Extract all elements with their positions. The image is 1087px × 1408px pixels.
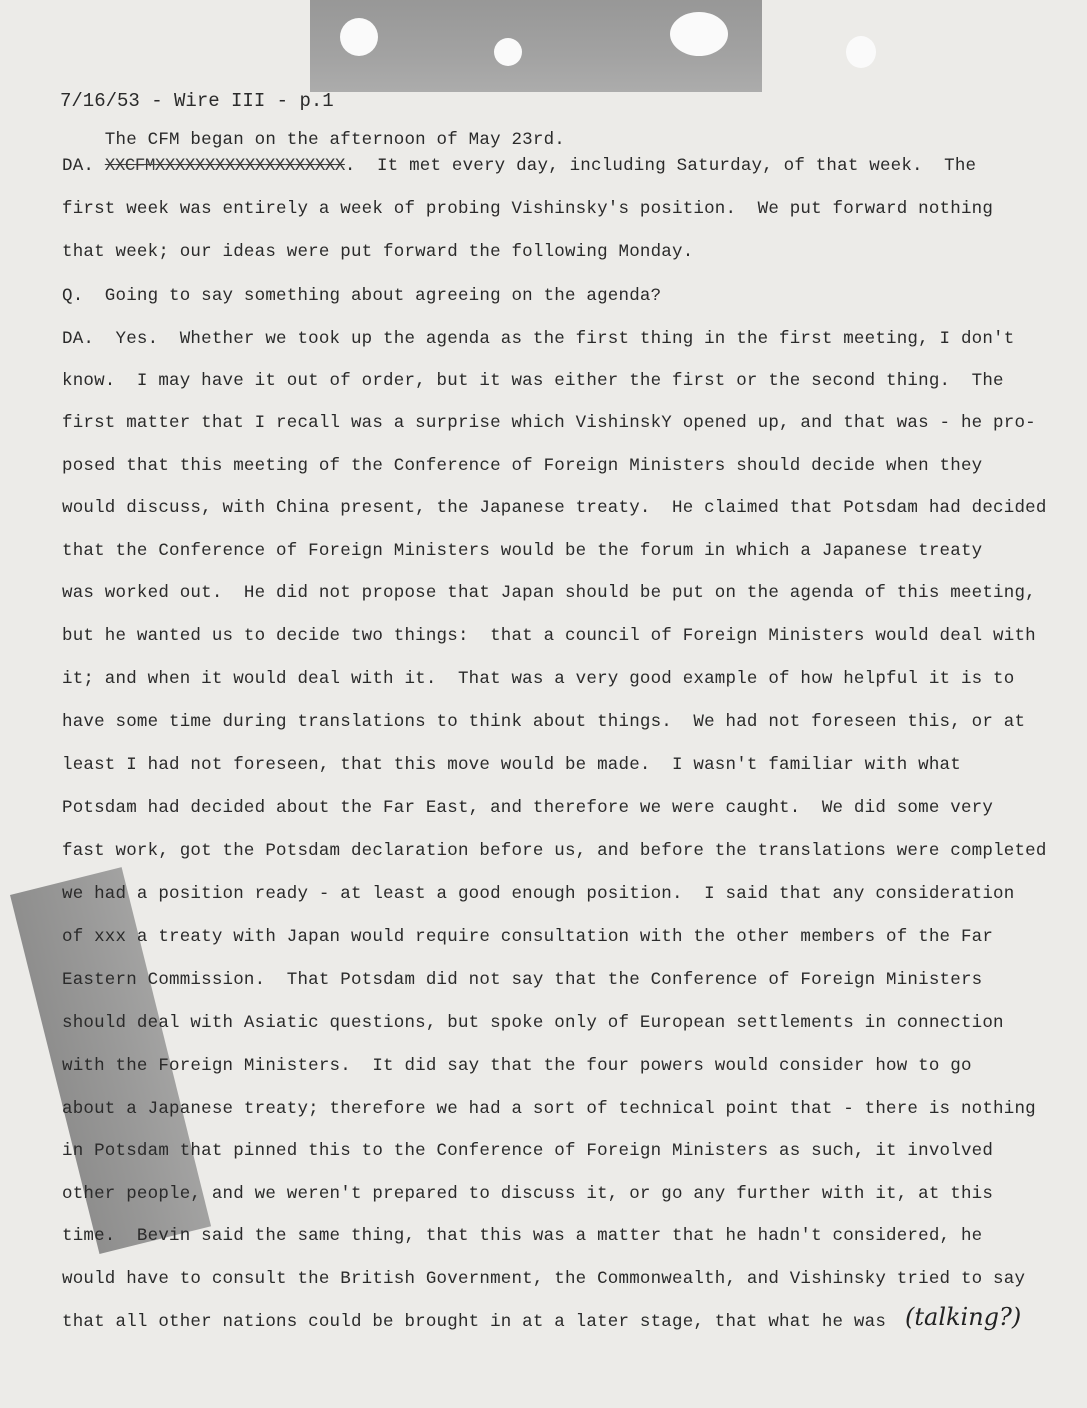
text-line: was worked out. He did not propose that Japan should be put on the agenda of this meeting, — [62, 583, 1036, 603]
text-line: should deal with Asiatic questions, but spoke only of European settlements in connection — [62, 1013, 1004, 1033]
text-line: that all other nations could be brought in at a later stage, that what he was — [62, 1312, 887, 1332]
text-line: first week was entirely a week of probing Vishinsky's position. We put forward nothing — [62, 199, 994, 219]
text-line: it; and when it would deal with it. That was a very good example of how helpful it is to — [62, 669, 1015, 689]
text-line: we had a position ready - at least a good enough position. I said that any consideration — [62, 884, 1015, 904]
punch-hole-3 — [670, 12, 728, 56]
text-line: of xxx a treaty with Japan would require consultation with the other members of the Far — [62, 927, 994, 947]
punch-hole-2 — [494, 38, 522, 66]
text-line: The CFM began on the afternoon of May 23rd. — [62, 130, 565, 150]
text-line: would discuss, with China present, the Japanese treaty. He claimed that Potsdam had decided — [62, 498, 1047, 518]
text-line: that week; our ideas were put forward the following Monday. — [62, 242, 694, 262]
text-line: DA. Yes. Whether we took up the agenda as the first thing in the first meeting, I don't — [62, 329, 1015, 349]
text-line: that the Conference of Foreign Ministers would be the forum in which a Japanese treaty — [62, 541, 983, 561]
text-line: first matter that I recall was a surprise which VishinskY opened up, and that was - he pro- — [62, 413, 1036, 433]
text-line-da-meeting — [62, 156, 976, 176]
text-line: least I had not foreseen, that this move would be made. I wasn't familiar with what — [62, 755, 961, 775]
handwritten-note: (talking?) — [905, 1303, 1022, 1331]
text-line: in Potsdam that pinned this to the Conference of Foreign Ministers as such, it involved — [62, 1141, 994, 1161]
page-header: 7/16/53 - Wire III - p.1 — [60, 90, 334, 112]
text-line: Potsdam had decided about the Far East, and therefore we were caught. We did some very — [62, 798, 994, 818]
line-rest: . It met every day, including Saturday, of that week. The — [344, 156, 977, 176]
struck-out-text: XXCFMXXXXXXXXXXXXXXXXXXX — [104, 156, 345, 176]
text-line: know. I may have it out of order, but it was either the first or the second thing. The — [62, 371, 1004, 391]
text-line: other people, and we weren't prepared to discuss it, or go any further with it, at this — [62, 1184, 994, 1204]
text-line: fast work, got the Potsdam declaration before us, and before the translations were completed — [62, 841, 1047, 861]
text-line: with the Foreign Ministers. It did say that the four powers would consider how to go — [62, 1056, 972, 1076]
punch-hole-4 — [846, 36, 876, 68]
text-line: but he wanted us to decide two things: that a council of Foreign Ministers would deal with — [62, 626, 1036, 646]
text-line: posed that this meeting of the Conference of Foreign Ministers should decide when they — [62, 456, 983, 476]
text-line: time. Bevin said the same thing, that this was a matter that he hadn't considered, he — [62, 1226, 983, 1246]
text-line: would have to consult the British Government, the Commonwealth, and Vishinsky tried to say — [62, 1269, 1026, 1289]
text-line: about a Japanese treaty; therefore we had a sort of technical point that - there is nothing — [62, 1099, 1036, 1119]
punch-hole-1 — [340, 18, 378, 56]
text-line: have some time during translations to think about things. We had not foreseen this, or at — [62, 712, 1026, 732]
text-line: Eastern Commission. That Potsdam did not say that the Conference of Foreign Ministers — [62, 970, 983, 990]
line-prefix: DA. — [62, 156, 105, 176]
text-line: Q. Going to say something about agreeing on the agenda? — [62, 286, 662, 306]
